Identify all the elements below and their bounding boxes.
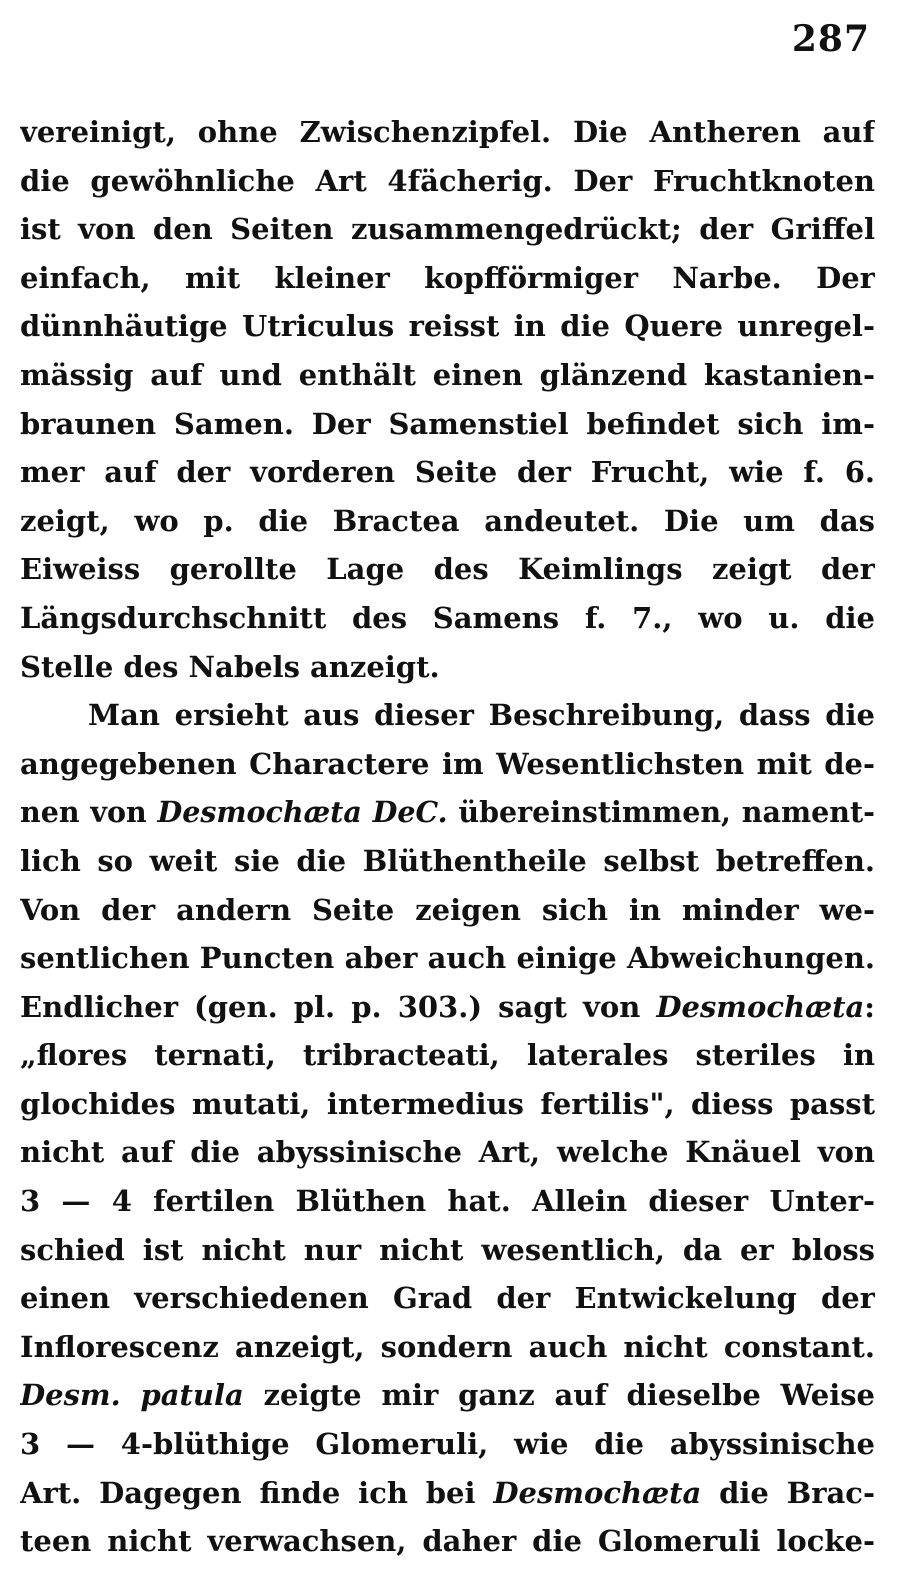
text-line: 3 — 4 fertilen Blüthen hat. Allein dieser Unter- bbox=[20, 1184, 875, 1219]
paragraph-1 bbox=[20, 108, 875, 691]
text-line: dünnhäutige Utriculus reisst in die Quere unregel- bbox=[20, 309, 875, 344]
paragraph-2 bbox=[20, 691, 875, 1566]
text-line: lich so weit sie die Blüthentheile selbst betreffen. bbox=[20, 843, 875, 878]
text-line: einen verschiedenen Grad der Entwickelung der bbox=[20, 1281, 875, 1316]
text-line: 3 — 4-blüthige Glomeruli, wie die abyssinische bbox=[20, 1427, 875, 1462]
text-line: Inflorescenz anzeigt, sondern auch nicht constant. bbox=[20, 1329, 875, 1364]
text-line: angegebenen Charactere im Wesentlichsten mit de- bbox=[20, 746, 875, 781]
text-line: Man ersieht aus dieser Beschreibung, dass die bbox=[88, 698, 875, 733]
text-line: ist von den Seiten zusammengedrückt; der Griffel bbox=[20, 212, 875, 247]
taxon-name: Desmochæta bbox=[656, 989, 865, 1024]
text-line: mer auf der vorderen Seite der Frucht, wie f. 6. bbox=[20, 455, 875, 490]
text-line: nicht auf die abyssinische Art, welche Knäuel von bbox=[20, 1135, 875, 1170]
text-line: braunen Samen. Der Samenstiel befindet sich im- bbox=[20, 406, 875, 441]
text-line: einfach, mit kleiner kopfförmiger Narbe. Der bbox=[20, 260, 875, 295]
text-line: Desm. patula zeigte mir ganz auf dieselbe Weise bbox=[20, 1378, 875, 1413]
text-line: Stelle des Nabels anzeigt. bbox=[20, 649, 440, 684]
text-line: nen von Desmochæta DeC. übereinstimmen, nament- bbox=[20, 795, 875, 830]
text-line: schied ist nicht nur nicht wesentlich, da er bloss bbox=[20, 1232, 875, 1267]
text-line: Art. Dagegen finde ich bei Desmochæta die Brac- bbox=[20, 1475, 875, 1510]
text-line: zeigt, wo p. die Bractea andeutet. Die um das bbox=[20, 503, 875, 538]
text-line: mässig auf und enthält einen glänzend kastanien- bbox=[20, 357, 875, 392]
text-line: Eiweiss gerollte Lage des Keimlings zeigt der bbox=[20, 552, 875, 587]
text-line: teen nicht verwachsen, daher die Glomeruli locke- bbox=[20, 1524, 875, 1559]
taxon-name: Desm. patula bbox=[20, 1378, 244, 1413]
text-line: glochides mutati, intermedius fertilis", diess passt bbox=[20, 1086, 875, 1121]
body-text bbox=[20, 108, 875, 1566]
taxon-name: Desmochæta DeC. bbox=[157, 795, 448, 830]
text-line: Von der andern Seite zeigen sich in minder we- bbox=[20, 892, 875, 927]
page-number: 287 bbox=[791, 18, 870, 60]
text-line: die gewöhnliche Art 4fächerig. Der Fruchtknoten bbox=[20, 163, 875, 198]
text-line: vereinigt, ohne Zwischenzipfel. Die Antheren auf bbox=[20, 115, 875, 149]
taxon-name: Desmochæta bbox=[493, 1475, 702, 1510]
text-line: „flores ternati, tribracteati, laterales steriles in bbox=[20, 1038, 875, 1073]
text-line: Endlicher (gen. pl. p. 303.) sagt von Desmochæta: bbox=[20, 989, 875, 1024]
text-line: Längsdurchschnitt des Samens f. 7., wo u. die bbox=[20, 600, 875, 635]
text-line: sentlichen Puncten aber auch einige Abweichungen. bbox=[20, 941, 875, 976]
